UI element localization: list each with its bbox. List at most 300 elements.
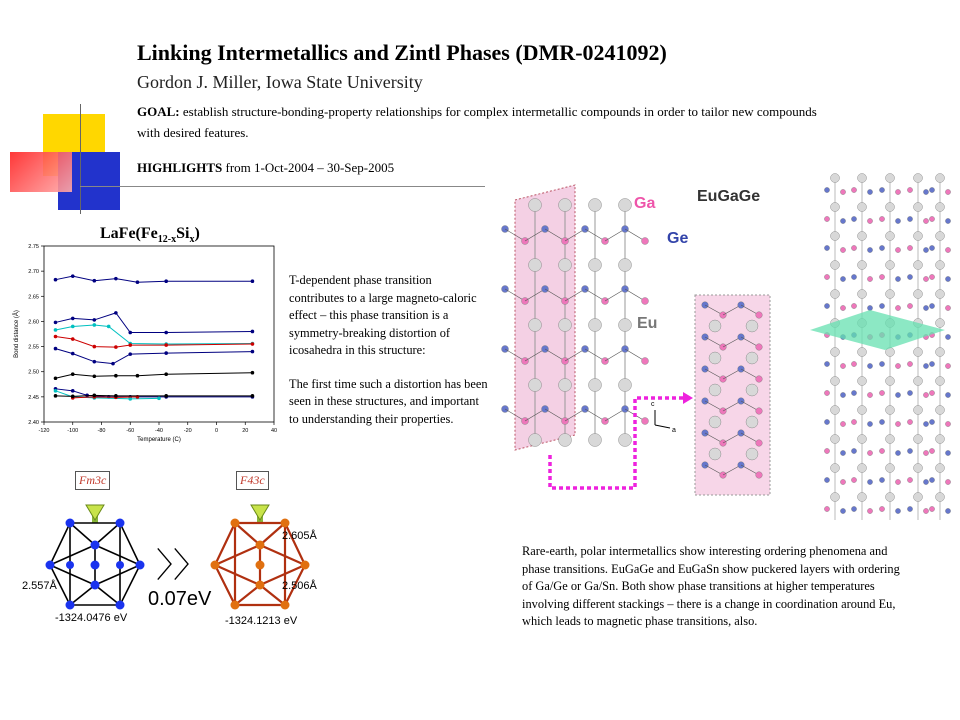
transition-arrow-icon: 〉〉: [156, 546, 207, 586]
data-point-3-0: [54, 335, 58, 339]
data-point-3-5: [164, 343, 168, 347]
series-line-0: [56, 276, 253, 282]
energy-difference: 0.07eV: [148, 588, 212, 610]
left-distance: 2.557Å: [22, 580, 57, 592]
eu-atom: [886, 493, 895, 502]
eu-atom: [936, 406, 945, 415]
ga-ge-atom: [879, 187, 884, 192]
ga-ge-atom: [923, 276, 928, 281]
data-point-6-1: [71, 389, 75, 393]
ga-ge-atom: [840, 247, 845, 252]
left-space-group: Fm3c: [75, 471, 110, 490]
eu-atom: [858, 464, 867, 473]
eu-atom: [936, 232, 945, 241]
ga-ge-atom: [895, 421, 900, 426]
decor-red-square: [10, 152, 72, 192]
ga-ge-atom: [879, 448, 884, 453]
eu-atom: [529, 379, 542, 392]
chart-title-sub1: 12-x: [157, 234, 177, 246]
ga-ge-atom: [879, 274, 884, 279]
ga-ge-atom: [945, 479, 950, 484]
ga-ge-atom: [945, 450, 950, 455]
y-tick-label-1: 2.45: [28, 394, 39, 401]
ga-ge-atom: [895, 276, 900, 281]
ga-ge-atom: [895, 450, 900, 455]
x-tick-label-8: 40: [270, 428, 278, 434]
ga-ge-atom: [929, 361, 934, 366]
ga-ge-atom: [879, 506, 884, 511]
ga-ge-atom: [867, 218, 872, 223]
ga-ge-atom: [824, 245, 829, 250]
data-point-3-2: [93, 345, 97, 349]
ga-ge-atom: [907, 187, 912, 192]
data-point-1-2: [93, 318, 97, 322]
eu-atom: [831, 406, 840, 415]
eu-atom: [529, 199, 542, 212]
ga-ge-atom: [642, 418, 649, 425]
ga-ge-atom: [907, 390, 912, 395]
x-tick-label-2: -80: [97, 428, 106, 434]
eu-atom: [886, 290, 895, 299]
ga-ge-atom: [929, 448, 934, 453]
eu-atom: [886, 406, 895, 415]
eu-atom: [936, 377, 945, 386]
series-line-2: [56, 325, 253, 344]
ga-ge-atom: [879, 303, 884, 308]
ga-ge-atom: [929, 390, 934, 395]
eu-atom: [936, 435, 945, 444]
ga-ge-atom: [840, 276, 845, 281]
stacking-arrow-icon: [683, 392, 693, 404]
ga-ge-atom: [907, 477, 912, 482]
ga-ge-atom: [929, 506, 934, 511]
label-ga: Ga: [634, 195, 656, 212]
eu-atom: [529, 259, 542, 272]
ga-ge-atom: [756, 472, 763, 479]
data-point-2-0: [54, 328, 58, 332]
eu-atom: [914, 348, 923, 357]
data-point-7-3: [128, 397, 132, 401]
eu-atom: [886, 377, 895, 386]
data-point-0-0: [54, 278, 58, 282]
data-point-4-0: [54, 347, 58, 351]
series-line-5: [56, 373, 253, 379]
ga-ge-atom: [945, 218, 950, 223]
ga-ge-atom: [867, 363, 872, 368]
x-tick-label-6: 0: [214, 428, 219, 434]
data-point-9-2: [93, 394, 97, 398]
ga-ge-atom: [929, 303, 934, 308]
eu-atom: [936, 493, 945, 502]
y-axis-label: Bond distance (Å): [14, 310, 20, 358]
ga-ge-atom: [923, 218, 928, 223]
ga-ge-atom: [851, 419, 856, 424]
eu-atom: [559, 434, 572, 447]
ga-ge-atom: [945, 247, 950, 252]
data-point-5-6: [251, 371, 255, 375]
data-point-9-0: [54, 394, 58, 398]
ga-ge-atom: [923, 189, 928, 194]
ga-ge-atom: [895, 189, 900, 194]
goal-text: [137, 101, 837, 143]
data-point-0-6: [251, 279, 255, 283]
data-point-3-1: [71, 337, 75, 341]
eu-atom: [936, 348, 945, 357]
eu-atom: [858, 203, 867, 212]
eu-atom: [589, 434, 602, 447]
ga-ge-atom: [867, 189, 872, 194]
eu-atom: [709, 448, 721, 460]
ga-ge-atom: [895, 363, 900, 368]
ga-ge-atom: [945, 363, 950, 368]
ga-ge-atom: [867, 276, 872, 281]
data-point-3-3: [114, 345, 118, 349]
ga-ge-atom: [907, 303, 912, 308]
crystal-structures: [490, 170, 960, 530]
ga-ge-atom: [923, 508, 928, 513]
ga-ge-atom: [879, 245, 884, 250]
eu-atom: [936, 261, 945, 270]
ga-ge-atom: [824, 477, 829, 482]
ga-ge-atom: [840, 392, 845, 397]
data-point-3-6: [251, 342, 255, 346]
data-point-5-3: [114, 374, 118, 378]
eu-atom: [589, 319, 602, 332]
ga-ge-atom: [824, 303, 829, 308]
ga-ge-atom: [851, 506, 856, 511]
eu-atom: [831, 435, 840, 444]
ga-ge-atom: [867, 421, 872, 426]
x-axis-label: Temperature (C): [137, 437, 181, 443]
data-point-0-1: [71, 274, 75, 278]
y-tick-label-4: 2.60: [28, 319, 39, 326]
right-energy: -1324.1213 eV: [225, 615, 298, 627]
eu-atom: [559, 259, 572, 272]
axis-c-label: c: [651, 401, 655, 408]
eu-atom: [831, 464, 840, 473]
ga-ge-atom: [867, 305, 872, 310]
eu-atom: [831, 232, 840, 241]
author-line: Gordon J. Miller, Iowa State University: [137, 72, 423, 92]
eu-atom: [831, 261, 840, 270]
eu-atom: [914, 406, 923, 415]
ga-ge-atom: [923, 479, 928, 484]
x-tick-label-4: -40: [155, 428, 163, 434]
eu-atom: [886, 261, 895, 270]
data-point-9-5: [251, 394, 255, 398]
eu-atom: [936, 290, 945, 299]
ga-ge-atom: [756, 440, 763, 447]
data-point-2-2: [93, 323, 97, 327]
x-tick-label-3: -60: [126, 428, 135, 434]
goal-body: establish structure-bonding-property relationships for complex intermetallic compounds in order to tailor new compounds with desired features.: [137, 104, 817, 140]
ga-ge-atom: [945, 305, 950, 310]
eu-atom: [914, 290, 923, 299]
highlights-line: [137, 160, 394, 176]
data-point-2-3: [107, 325, 111, 329]
eu-atom: [746, 416, 758, 428]
ga-ge-atom: [851, 274, 856, 279]
green-plane: [810, 310, 945, 350]
ga-ge-atom: [907, 245, 912, 250]
eu-atom: [559, 199, 572, 212]
eu-atom: [619, 259, 632, 272]
ga-ge-atom: [923, 363, 928, 368]
eu-atom: [746, 320, 758, 332]
ga-ge-atom: [851, 216, 856, 221]
ga-ge-atom: [929, 216, 934, 221]
eu-atom: [914, 493, 923, 502]
y-tick-label-2: 2.50: [28, 369, 39, 376]
eu-atom: [914, 203, 923, 212]
data-point-1-1: [71, 317, 75, 321]
ga-ge-atom: [840, 305, 845, 310]
decor-vertical-line: [80, 104, 81, 214]
eu-atom: [831, 348, 840, 357]
ga-ge-atom: [945, 334, 950, 339]
left-arrow-icon: [86, 505, 104, 520]
ga-ge-atom: [945, 276, 950, 281]
eu-atom: [936, 464, 945, 473]
ga-ge-atom: [923, 247, 928, 252]
eu-atom: [858, 261, 867, 270]
ga-ge-atom: [867, 247, 872, 252]
chart-title-prefix: LaFe(Fe: [100, 225, 158, 242]
ga-ge-atom: [867, 479, 872, 484]
ga-ge-atom: [945, 421, 950, 426]
bond-distance-chart: [10, 238, 280, 460]
series-line-3: [56, 337, 253, 348]
ga-ge-atom: [824, 187, 829, 192]
ga-ge-atom: [895, 479, 900, 484]
label-ge: Ge: [667, 230, 689, 247]
ga-ge-atom: [824, 419, 829, 424]
ga-ge-atom: [929, 187, 934, 192]
eu-atom: [619, 319, 632, 332]
ga-ge-atom: [895, 247, 900, 252]
data-point-0-4: [136, 280, 140, 284]
eu-atom: [914, 232, 923, 241]
ga-ge-atom: [756, 344, 763, 351]
ga-ge-atom: [929, 419, 934, 424]
eu-atom: [619, 379, 632, 392]
eu-atom: [831, 377, 840, 386]
ga-ge-atom: [907, 274, 912, 279]
ga-ge-atom: [756, 312, 763, 319]
transition-description: [289, 272, 489, 428]
eu-atom: [619, 199, 632, 212]
eu-atom: [886, 203, 895, 212]
ga-ge-atom: [642, 238, 649, 245]
page-title: Linking Intermetallics and Zintl Phases (DMR-0241092): [137, 40, 667, 65]
goal-label: GOAL:: [137, 104, 180, 119]
ga-ge-atom: [867, 450, 872, 455]
right-distance-top: 2.605Å: [282, 530, 317, 542]
ga-ge-atom: [840, 479, 845, 484]
series-line-1: [56, 313, 253, 333]
eu-atom: [936, 319, 945, 328]
ga-ge-atom: [907, 361, 912, 366]
data-point-7-4: [157, 397, 161, 401]
ga-ge-atom: [907, 506, 912, 511]
eu-atom: [559, 379, 572, 392]
eu-atom: [589, 199, 602, 212]
ga-ge-atom: [824, 390, 829, 395]
transition-paragraph-1: T-dependent phase transition contributes to a large magneto-caloric effect – this phase transition is a symmetry-breaking distortion of icosahedra in this structure:: [289, 273, 477, 357]
ga-ge-atom: [895, 508, 900, 513]
eu-atom: [529, 434, 542, 447]
ga-ge-atom: [840, 363, 845, 368]
data-point-1-3: [114, 311, 118, 315]
ga-ge-atom: [851, 477, 856, 482]
eu-atom: [529, 319, 542, 332]
data-point-0-3: [114, 277, 118, 281]
eu-atom: [709, 352, 721, 364]
eu-atom: [858, 493, 867, 502]
data-point-5-5: [164, 372, 168, 376]
data-point-1-5: [164, 331, 168, 335]
label-eu: Eu: [637, 315, 658, 332]
ga-ge-atom: [756, 408, 763, 415]
ga-ge-atom: [895, 305, 900, 310]
eu-atom: [858, 174, 867, 183]
chart-title-sub2: x: [189, 234, 195, 246]
data-point-5-0: [54, 376, 58, 380]
ga-ge-atom: [907, 216, 912, 221]
ga-ge-atom: [923, 421, 928, 426]
eu-atom: [914, 261, 923, 270]
ga-ge-atom: [923, 305, 928, 310]
data-point-9-3: [114, 394, 118, 398]
y-tick-label-5: 2.65: [28, 294, 39, 301]
ga-ge-atom: [824, 448, 829, 453]
right-arrow-icon: [251, 505, 269, 520]
data-point-0-5: [164, 279, 168, 283]
highlights-label: HIGHLIGHTS: [137, 160, 223, 175]
chart-title-mid: Si: [176, 225, 190, 242]
eu-atom: [858, 377, 867, 386]
chart-title-suffix: ): [194, 225, 200, 242]
right-cluster: [211, 505, 310, 610]
eu-atom: [936, 203, 945, 212]
polar-intermetallics-description: Rare-earth, polar intermetallics show interesting ordering phenomena and phase transitions. EuGaGe and EuGaSn show puckered layers with ordering of Ga/Ge or Ga/Sn. Both show phase transitions at higher temperatures involving different stackings – there is a change in coordination around Eu, which leads to magnetic phase transitions, also.: [522, 544, 900, 629]
data-point-4-5: [164, 351, 168, 355]
ga-ge-atom: [824, 506, 829, 511]
eu-atom: [858, 435, 867, 444]
ga-ge-atom: [929, 477, 934, 482]
ga-ge-atom: [929, 274, 934, 279]
eu-atom: [914, 464, 923, 473]
eu-atom: [914, 435, 923, 444]
eu-atom: [709, 320, 721, 332]
ga-ge-atom: [879, 419, 884, 424]
left-energy: -1324.0476 eV: [55, 612, 128, 624]
ga-ge-atom: [851, 303, 856, 308]
data-point-1-4: [128, 331, 132, 335]
ga-ge-atom: [923, 392, 928, 397]
eu-atom: [886, 174, 895, 183]
ga-ge-atom: [945, 189, 950, 194]
eu-atom: [746, 352, 758, 364]
ga-ge-atom: [851, 361, 856, 366]
ga-ge-atom: [851, 187, 856, 192]
eu-atom: [858, 232, 867, 241]
ga-ge-atom: [879, 216, 884, 221]
ga-ge-atom: [867, 392, 872, 397]
ga-ge-atom: [923, 450, 928, 455]
highlights-dates: from 1-Oct-2004 – 30-Sep-2005: [222, 160, 395, 175]
ga-ge-atom: [907, 448, 912, 453]
right-distance-bottom: 2.506Å: [282, 580, 317, 592]
data-point-5-1: [71, 372, 75, 376]
compound-label: EuGaGe: [697, 188, 761, 205]
ga-ge-atom: [840, 189, 845, 194]
ga-ge-atom: [840, 450, 845, 455]
data-point-3-4: [128, 343, 132, 347]
ga-ge-atom: [851, 390, 856, 395]
eu-atom: [619, 434, 632, 447]
eu-atom: [589, 379, 602, 392]
eu-atom: [746, 448, 758, 460]
eu-atom: [886, 232, 895, 241]
ga-ge-atom: [840, 508, 845, 513]
ga-ge-atom: [756, 376, 763, 383]
y-tick-label-7: 2.75: [28, 244, 39, 250]
x-tick-label-5: -20: [183, 428, 192, 434]
eu-atom: [914, 377, 923, 386]
ga-ge-atom: [867, 508, 872, 513]
data-point-2-1: [71, 325, 75, 329]
series-line-9: [56, 395, 253, 396]
y-tick-label-6: 2.70: [28, 269, 39, 276]
eu-atom: [559, 319, 572, 332]
ga-ge-atom: [642, 358, 649, 365]
axis-a-label: a: [672, 427, 676, 434]
eu-atom: [831, 493, 840, 502]
data-point-1-6: [251, 330, 255, 334]
x-tick-label-7: 20: [242, 428, 249, 434]
eu-atom: [858, 348, 867, 357]
eu-atom: [914, 174, 923, 183]
x-tick-label-1: -100: [67, 428, 79, 434]
y-tick-label-3: 2.55: [28, 344, 39, 351]
eu-atom: [936, 174, 945, 183]
data-point-5-4: [136, 374, 140, 378]
ga-ge-atom: [851, 245, 856, 250]
eu-atom: [831, 174, 840, 183]
data-point-0-2: [93, 279, 97, 283]
ga-ge-atom: [945, 508, 950, 513]
series-line-4: [56, 349, 253, 364]
data-point-5-2: [93, 374, 97, 378]
data-point-4-3: [111, 362, 115, 366]
ga-ge-atom: [824, 216, 829, 221]
transition-paragraph-2: The first time such a distortion has been seen in these structures, and important to understanding their properties.: [289, 376, 488, 426]
data-point-9-1: [71, 395, 75, 399]
eu-atom: [886, 435, 895, 444]
eu-atom: [746, 384, 758, 396]
ga-ge-atom: [840, 218, 845, 223]
ga-ge-atom: [929, 245, 934, 250]
eu-atom: [886, 464, 895, 473]
ga-ge-atom: [895, 392, 900, 397]
ga-ge-atom: [879, 477, 884, 482]
ga-ge-atom: [895, 218, 900, 223]
eu-atom: [589, 259, 602, 272]
ga-ge-atom: [879, 361, 884, 366]
y-tick-label-0: 2.40: [28, 420, 39, 426]
axis-a-line: [655, 425, 670, 428]
